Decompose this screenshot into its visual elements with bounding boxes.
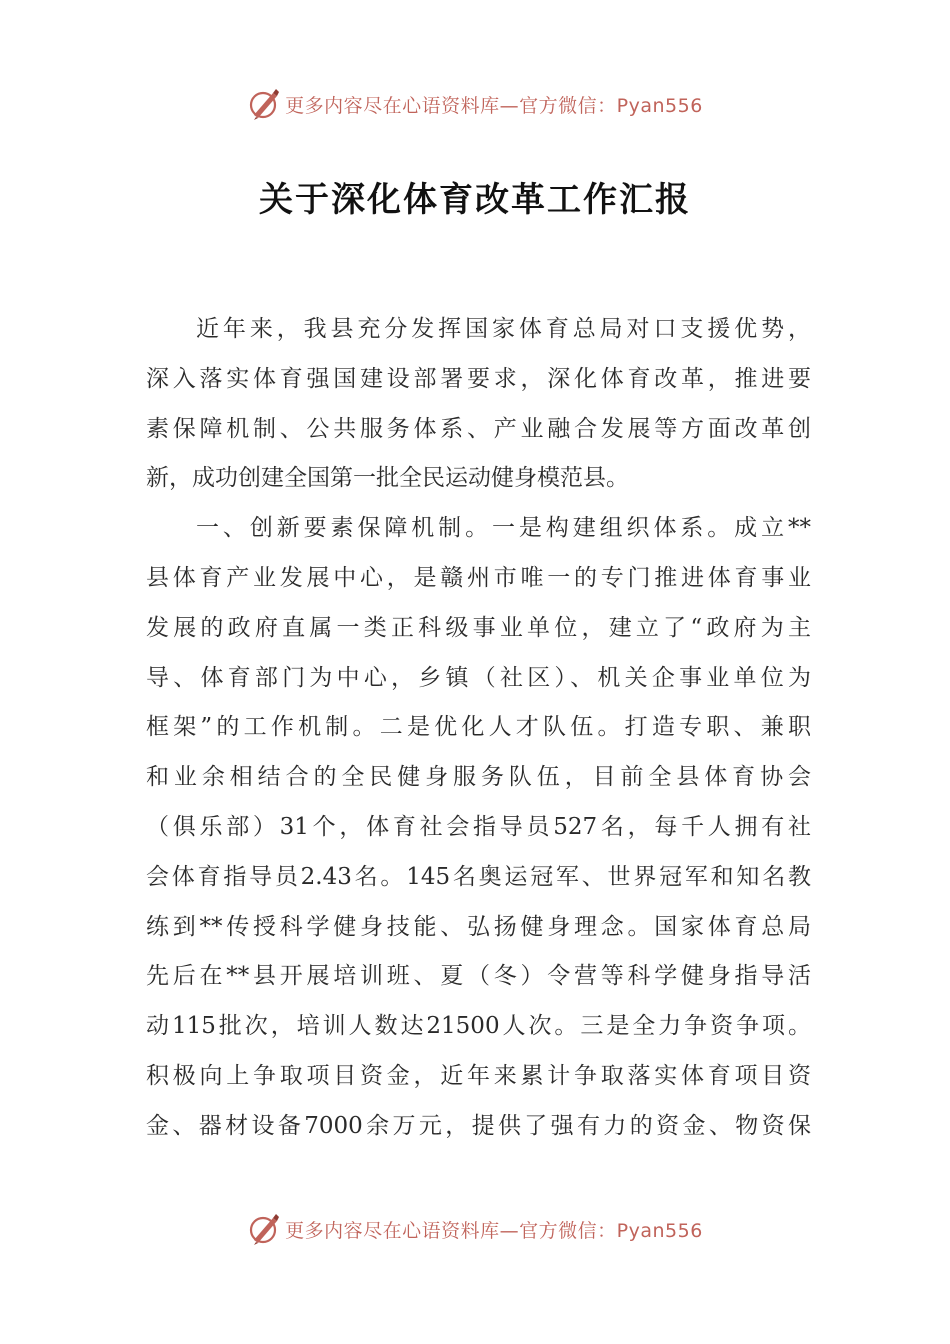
header-watermark <box>0 84 950 124</box>
paragraph-line: 素保障机制、公共服务体系、产业融合发展等方面改革创 <box>146 415 811 442</box>
paragraph-line: 积极向上争取项目资金，近年来累计争取落实体育项目资 <box>146 1062 811 1089</box>
paragraph-line: 和业余相结合的全民健身服务队伍，目前全县体育协会 <box>146 764 811 791</box>
watermark-text: 更多内容尽在心语资料库—官方微信：Pyan556 <box>285 94 703 117</box>
paragraph-line: 导、体育部门为中心，乡镇（社区）、机关企事业单位为 <box>146 664 811 691</box>
paragraph-line: 深入落实体育强国建设部署要求，深化体育改革，推进要 <box>146 365 811 392</box>
paragraph-line: 金、器材设备7000余万元，提供了强有力的资金、物资保 <box>146 1112 811 1139</box>
document-title: 关于深化体育改革工作汇报 <box>259 180 691 220</box>
paragraph-line: 框架”的工作机制。二是优化人才队伍。打造专职、兼职 <box>146 714 811 741</box>
paragraph-line: 新，成功创建全国第一批全民运动健身模范县。 <box>146 465 629 492</box>
paragraph-line: 动115批次，培训人数达21500人次。三是全力争资争项。 <box>146 1013 811 1040</box>
document-body <box>146 305 811 1152</box>
paragraph-line: 练到**传授科学健身技能、弘扬健身理念。国家体育总局 <box>146 913 811 940</box>
paragraph-line: 一、创新要素保障机制。一是构建组织体系。成立** <box>196 515 811 542</box>
pen-in-circle-icon <box>247 87 281 121</box>
paragraph-line: 近年来，我县充分发挥国家体育总局对口支援优势， <box>196 316 811 342</box>
paragraph-line: 会体育指导员2.43名。145名奥运冠军、世界冠军和知名教 <box>146 863 811 890</box>
paragraph-line: 发展的政府直属一类正科级事业单位，建立了“政府为主 <box>146 614 811 641</box>
paragraph-line: （俱乐部）31个，体育社会指导员527名，每千人拥有社 <box>146 813 811 840</box>
footer-watermark <box>0 1209 950 1249</box>
paragraph-line: 县体育产业发展中心，是赣州市唯一的专门推进体育事业 <box>146 564 811 591</box>
pen-in-circle-icon <box>247 1212 281 1246</box>
watermark-text: 更多内容尽在心语资料库—官方微信：Pyan556 <box>285 1219 703 1242</box>
paragraph-line: 先后在**县开展培训班、夏（冬）令营等科学健身指导活 <box>146 963 811 990</box>
